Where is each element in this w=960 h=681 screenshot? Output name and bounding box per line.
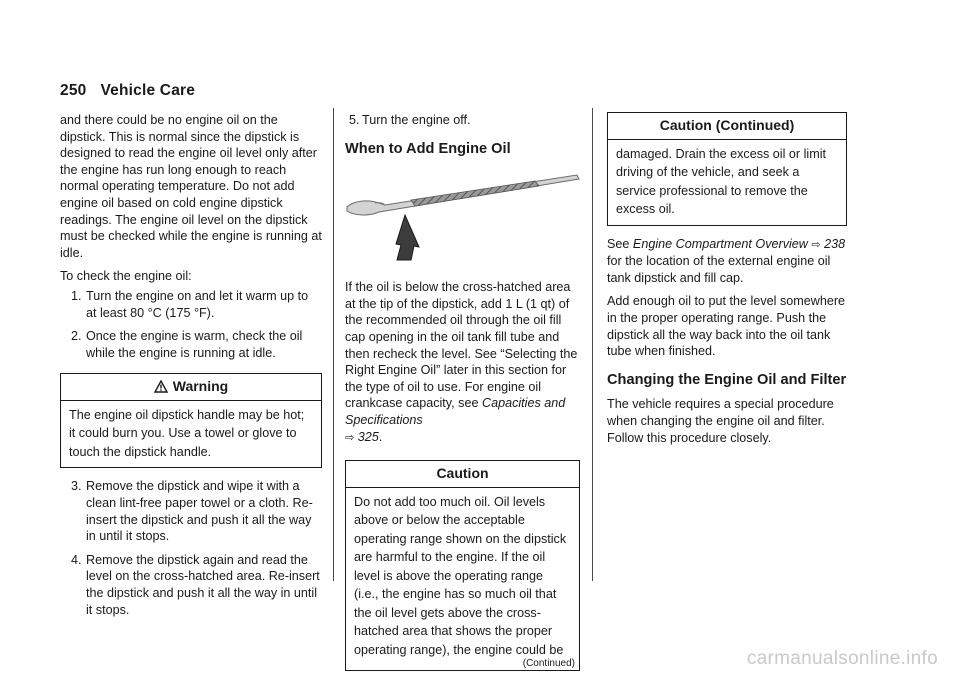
engine-compartment-reference-link[interactable]: Engine Compartment Overview: [632, 236, 808, 251]
list-item: [60, 478, 322, 544]
step-number: 5.: [349, 113, 360, 127]
column-divider-1: [333, 108, 334, 581]
list-item: [345, 112, 580, 129]
caution-continued-box: [607, 112, 847, 226]
step-text: Turn the engine off.: [362, 113, 471, 127]
step-number: 2.: [71, 329, 82, 344]
column-divider-2: [592, 108, 593, 581]
add-enough-paragraph: Add enough oil to put the level somewhere in the proper operating range. Push the dipstick all the way back into the oil tank tube when finished.: [607, 294, 846, 359]
page-ref-arrow-icon: ⇨: [345, 431, 355, 444]
watermark: carmanualsonline.info: [746, 648, 938, 669]
step-number: 4.: [71, 552, 82, 567]
column-right: [607, 112, 847, 453]
column-left: [60, 112, 322, 625]
step-text: Once the engine is warm, check the oil while the engine is running at idle.: [86, 329, 303, 360]
page-ref-arrow-icon: ⇨: [811, 238, 821, 251]
add-oil-text: If the oil is below the cross-hatched area at the tip of the dipstick, add 1 L (1 qt) of the recommended oil through the oil fill cap opening in the oil tank fill tube and then recheck the level. See “Selecting the Right Engine Oil” later in this section for the type of oil to use. For engine oil crankcase capacity, see: [345, 280, 578, 411]
step-text: Remove the dipstick and wipe it with a clean lint-free paper towel or a cloth. Re-insert the dipstick and push it all the way in until it stops.: [86, 479, 313, 544]
list-item: [60, 552, 322, 618]
warning-box: [60, 373, 322, 468]
dipstick-illustration: [345, 165, 580, 263]
continued-label: (Continued): [522, 658, 575, 670]
section-title: Vehicle Care: [100, 82, 196, 99]
page-header: [60, 82, 195, 100]
warning-triangle-icon: [154, 380, 168, 393]
caution-body: Do not add too much oil. Oil levels above or below the acceptable operating range shown on the dipstick are harmful to the engine. If the oil level is above the operating range (i.e., the engine has so much oil that the oil level gets above the cross-hatched area that shows the proper operating range), the engine could be: [354, 494, 567, 657]
capacities-reference-link[interactable]: Capacities and Specifications: [345, 396, 566, 427]
section-heading: When to Add Engine Oil: [345, 140, 511, 157]
add-oil-paragraph: If the oil is below the cross-hatched area at the tip of the dipstick, add 1 L (1 qt) of the recommended oil through the oil fill cap opening in the oil tank fill tube and then recheck the level. See “Selecting the Right Engine Oil” later in this section for the type of oil to use. For engine oil crankcase capacity, see Capacities and Specifications ⇨ 325.: [345, 280, 578, 444]
caution-continued-body: damaged. Drain the excess oil or limit driving of the vehicle, and seek a service professional to remove the excess oil.: [616, 146, 826, 217]
see-paragraph: [607, 236, 847, 287]
check-lead: To check the engine oil:: [60, 269, 192, 284]
list-item: [60, 328, 322, 361]
see-rest: for the location of the external engine oil tank dipstick and fill cap.: [607, 254, 831, 285]
warning-title: [61, 374, 321, 401]
caution-box: [345, 460, 580, 671]
engine-compartment-page-link[interactable]: 238: [824, 236, 846, 251]
intro-paragraph: and there could be no engine oil on the dipstick. This is normal since the dipstick is designed to read the engine oil level only after the engine has run long enough to reach normal operating temperature. Do not add engine oil based on cold engine dipstick readings. The engine oil level on the dipstick must be checked while the engine is running at idle.: [60, 113, 322, 260]
page-number: 250: [60, 82, 87, 99]
step-number: 3.: [71, 479, 82, 494]
caution-title: Caution: [346, 461, 579, 488]
step-text: Turn the engine on and let it warm up to at least 80 °C (175 °F).: [86, 288, 309, 320]
column-middle: [345, 112, 580, 681]
step-number: 1.: [71, 288, 82, 303]
section-heading: Changing the Engine Oil and Filter: [607, 371, 847, 388]
warning-body: The engine oil dipstick handle may be hot; it could burn you. Use a towel or glove to touch the dipstick handle.: [69, 407, 305, 459]
capacities-page-link[interactable]: 325: [357, 429, 379, 444]
caution-continued-title: Caution (Continued): [608, 113, 846, 140]
list-item: [60, 288, 322, 321]
step-text: Remove the dipstick again and read the level on the cross-hatched area. Re-insert the dipstick and push it all the way in until it stops.: [86, 552, 320, 617]
see-lead: See: [607, 236, 633, 251]
changing-oil-paragraph: The vehicle requires a special procedure when changing the engine oil and filter. Follow this procedure closely.: [607, 397, 834, 445]
warning-title-text: Warning: [172, 378, 229, 395]
